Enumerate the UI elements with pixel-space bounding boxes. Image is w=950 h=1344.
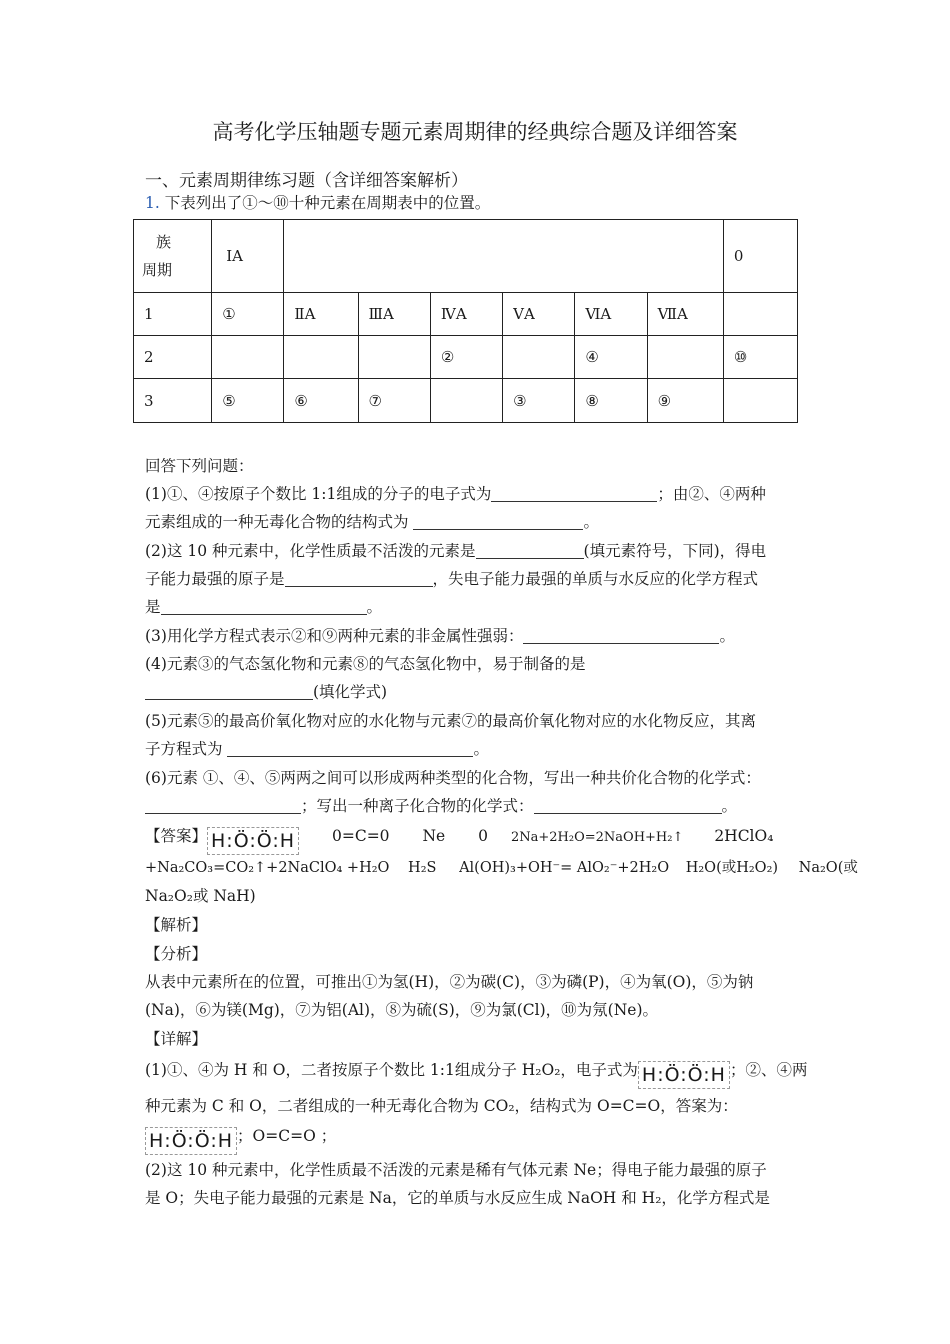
q1-text: (1)①、④按原子个数比 1:1组成的分子的电子式为 bbox=[145, 485, 492, 503]
q6-text: ；写出一种离子化合物的化学式： bbox=[301, 797, 534, 815]
table-cell: ② bbox=[430, 336, 502, 379]
table-cell bbox=[430, 379, 502, 423]
h2o2-lewis-structure: H:Ö:Ö:H bbox=[207, 827, 299, 855]
q6-blank-2 bbox=[534, 797, 722, 814]
q2-text-3: ，失电子能力最强的单质与水反应的化学方程式 bbox=[432, 570, 759, 588]
q2-line3 bbox=[145, 597, 382, 617]
answer-h2s: H₂S bbox=[408, 860, 437, 876]
period: 。 bbox=[366, 598, 383, 616]
table-header-row bbox=[134, 220, 798, 293]
q3-blank bbox=[523, 627, 719, 644]
fenxi-label: 【分析】 bbox=[145, 945, 208, 963]
questions-intro: 回答下列问题： bbox=[145, 457, 254, 475]
table-cell: ⅤA bbox=[503, 293, 575, 336]
table-cell: ① bbox=[212, 293, 284, 336]
q1-blank-2 bbox=[413, 513, 583, 530]
table-cell: ⑧ bbox=[575, 379, 647, 423]
detail-text-cont: ；②、④两 bbox=[729, 1061, 808, 1079]
q4-line2 bbox=[145, 682, 387, 702]
question-number: 1. bbox=[145, 194, 160, 212]
table-cell: 2 bbox=[134, 336, 212, 379]
period: 。 bbox=[719, 627, 735, 645]
q2-line1 bbox=[145, 541, 766, 561]
q1-line2 bbox=[145, 512, 599, 532]
table-cell: ⅣA bbox=[430, 293, 502, 336]
group-0-cell: 0 bbox=[723, 220, 797, 293]
q5-text: 子方程式为 bbox=[145, 740, 223, 758]
table-cell bbox=[723, 379, 797, 423]
answer-label: 【答案】 bbox=[145, 827, 208, 845]
analysis-label: 【解析】 bbox=[145, 916, 208, 934]
q2-blank-3 bbox=[161, 598, 367, 615]
detail-line5: 是 O；失电子能力最强的元素是 Na，它的单质与水反应生成 NaOH 和 H₂，化学方程式是 bbox=[145, 1189, 770, 1207]
table-cell bbox=[503, 336, 575, 379]
section-heading: 一、元素周期律练习题（含详细答案解析） bbox=[145, 171, 468, 191]
table-row bbox=[134, 293, 798, 336]
corner-top: 族 bbox=[156, 233, 172, 251]
corner-bottom: 周期 bbox=[142, 261, 173, 279]
q4-text: (填化学式) bbox=[313, 683, 388, 701]
table-cell: ④ bbox=[575, 336, 647, 379]
answer-ne: Ne bbox=[422, 827, 446, 845]
question-line bbox=[145, 193, 490, 213]
table-cell bbox=[723, 293, 797, 336]
table-cell: ⑩ bbox=[723, 336, 797, 379]
q6-blank-1 bbox=[145, 797, 301, 814]
q3-text: (3)用化学方程式表示②和⑨两种元素的非金属性强弱： bbox=[145, 627, 524, 645]
analysis-para-1: 从表中元素所在的位置，可推出①为氢(H)，②为碳(C)，③为磷(P)，④为氧(O)，⑤为钠 bbox=[145, 973, 754, 991]
answer-co2-structure: 0=C=0 bbox=[331, 827, 390, 845]
q4-line1: (4)元素③的气态氢化物和元素⑧的气态氢化物中，易于制备的是 bbox=[145, 655, 586, 673]
q2-blank-1 bbox=[476, 542, 584, 559]
answer-na-water: 2Na+2H₂O=2NaOH+H₂↑ bbox=[510, 830, 684, 845]
answer-equation: +Na₂CO₃=CO₂↑+2NaClO₄ +H₂O bbox=[145, 860, 390, 876]
detail-line1 bbox=[145, 1060, 807, 1089]
answer-o: 0 bbox=[478, 827, 489, 845]
q5-blank bbox=[227, 740, 473, 757]
answer-line1 bbox=[145, 826, 773, 855]
q4-blank bbox=[145, 683, 313, 700]
table-cell: ⅢA bbox=[358, 293, 430, 336]
table-cell bbox=[358, 336, 430, 379]
detail-line2: 种元素为 C 和 O，二者组成的一种无毒化合物为 CO₂，结构式为 O=C=O，答案为： bbox=[145, 1097, 738, 1115]
q2-text: (2)这 10 种元素中，化学性质最不活泼的元素是 bbox=[145, 542, 476, 560]
analysis-para-2: (Na)，⑥为镁(Mg)，⑦为铝(Al)，⑧为硫(S)，⑨为氯(Cl)，⑩为氖(Ne)。 bbox=[145, 1001, 658, 1019]
q2-text-2: 子能力最强的原子是 bbox=[145, 570, 285, 588]
table-cell bbox=[284, 336, 358, 379]
question-text: 下表列出了①～⑩十种元素在周期表中的位置。 bbox=[164, 194, 491, 212]
table-cell: 1 bbox=[134, 293, 212, 336]
table-cell: ③ bbox=[503, 379, 575, 423]
table-cell: ⅡA bbox=[284, 293, 358, 336]
q2-text-4: 是 bbox=[145, 598, 161, 616]
table-cell: ⑦ bbox=[358, 379, 430, 423]
detail-line3 bbox=[145, 1126, 336, 1155]
table-cell: ⑨ bbox=[647, 379, 723, 423]
corner-cell bbox=[134, 220, 212, 293]
detail-line4: (2)这 10 种元素中，化学性质最不活泼的元素是稀有气体元素 Ne；得电子能力最强的原子 bbox=[145, 1161, 767, 1179]
q2-line2 bbox=[145, 569, 758, 589]
q2-blank-2 bbox=[285, 570, 433, 587]
period: 。 bbox=[583, 513, 599, 531]
q2-text-cont: (填元素符号，下同)，得电 bbox=[583, 542, 767, 560]
answer-aloh3: Al(OH)₃+OH⁻= AlO₂⁻+2H₂O bbox=[459, 860, 670, 876]
table-cell bbox=[647, 336, 723, 379]
q6-line2 bbox=[145, 796, 737, 816]
q6-line1: (6)元素 ①、④、⑤两两之间可以形成两种类型的化合物，写出一种共价化合物的化学式： bbox=[145, 769, 761, 787]
detail-text: (1)①、④为 H 和 O，二者按原子个数比 1:1组成分子 H₂O₂，电子式为 bbox=[145, 1061, 638, 1079]
answer-h2o: H₂O(或H₂O₂) bbox=[685, 860, 779, 876]
q5-line1: (5)元素⑤的最高价氧化物对应的水化物与元素⑦的最高价氧化物对应的水化物反应，其离 bbox=[145, 712, 756, 730]
answer-hclo4: 2HClO₄ bbox=[714, 827, 774, 845]
table-cell: ⑥ bbox=[284, 379, 358, 423]
detail-label: 【详解】 bbox=[145, 1030, 208, 1048]
detail-text-3: ；O=C=O ； bbox=[237, 1127, 337, 1145]
q3-line bbox=[145, 626, 735, 646]
table-cell: ⑤ bbox=[212, 379, 284, 423]
table-cell: 3 bbox=[134, 379, 212, 423]
period: 。 bbox=[473, 740, 489, 758]
page-title: 高考化学压轴题专题元素周期律的经典综合题及详细答案 bbox=[212, 120, 738, 144]
q5-line2 bbox=[145, 739, 489, 759]
q1-text-cont: ；由②、④两种 bbox=[657, 485, 766, 503]
table-row bbox=[134, 336, 798, 379]
table-cell: ⅦA bbox=[647, 293, 723, 336]
periodic-table bbox=[133, 219, 798, 423]
q1-blank-1 bbox=[491, 485, 657, 502]
answer-line3: Na₂O₂或 NaH) bbox=[145, 887, 256, 905]
h2o2-lewis-structure: H:Ö:Ö:H bbox=[145, 1127, 237, 1155]
table-cell: ⅥA bbox=[575, 293, 647, 336]
table-row bbox=[134, 379, 798, 423]
period: 。 bbox=[721, 797, 738, 815]
q1-text-2: 元素组成的一种无毒化合物的结构式为 bbox=[145, 513, 409, 531]
answer-line2 bbox=[145, 858, 858, 878]
table-cell bbox=[212, 336, 284, 379]
group-ia-cell: ⅠA bbox=[212, 220, 284, 293]
empty-header-span bbox=[284, 220, 724, 293]
h2o2-lewis-structure: H:Ö:Ö:H bbox=[638, 1061, 730, 1089]
answer-na2o: Na₂O(或 bbox=[798, 860, 858, 876]
q1-line1 bbox=[145, 484, 766, 504]
